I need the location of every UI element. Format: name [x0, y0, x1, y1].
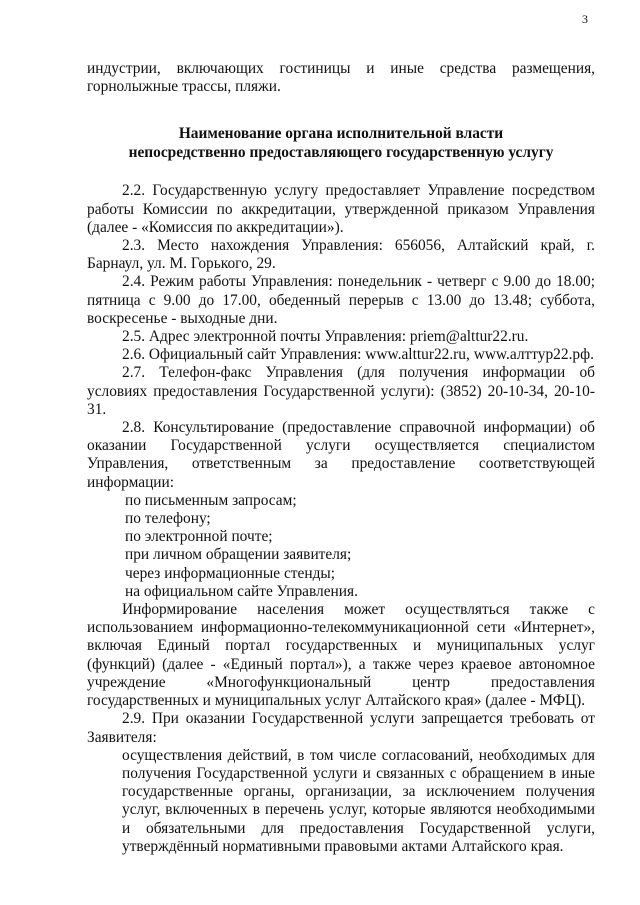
list-item: по электронной почте;: [125, 528, 273, 546]
document-body: [87, 60, 595, 856]
list-item: по письменным запросам;: [125, 491, 297, 509]
paragraph-2-9: 2.9. При оказании Государственной услуги запрещается требовать от Заявителя:: [87, 710, 595, 746]
section-heading: [87, 124, 595, 162]
paragraph-2-8: 2.8. Консультирование (предоставление справочной информации) об оказании Государственной услуги осуществляется специалистом Управления, ответственным за предоставление соответствующей информации:: [87, 419, 595, 491]
paragraph-2-4: 2.4. Режим работы Управления: понедельник - четверг с 9.00 до 18.00; пятница с 9.00 до 17.00, обеденный перерыв с 13.00 до 13.48; суббота, воскресенье - выходные дни.: [87, 273, 595, 327]
paragraph-2-3: 2.3. Место нахождения Управления: 656056, Алтайский край, г. Барнаул, ул. М. Горького, 29.: [87, 237, 595, 273]
paragraph-2-6: 2.6. Официальный сайт Управления: www.alttur22.ru, www.алттур22.рф.: [122, 346, 594, 364]
paragraph-2-9-item: осуществления действий, в том числе согласований, необходимых для получения Государственной услуги и связанных с обращением в иные государственные органы, организации, за исключением получения услуг, включенных в перечень услуг, которые являются необходимыми и обязательными для предоставления Государственной услуги, утверждённый нормативными правовыми актами Алтайского края.: [122, 746, 595, 855]
heading-line-2: непосредственно предоставляющего государственную услугу: [128, 144, 554, 162]
intro-line-2: [87, 78, 595, 96]
intro-text-2: горнолыжные трассы, пляжи.: [87, 78, 281, 96]
consultation-list: [87, 492, 595, 601]
list-item: через информационные стенды;: [125, 564, 336, 582]
intro-text-1: индустрии, включающих гостиницы и иные средства размещения,: [87, 60, 595, 77]
list-item: при личном обращении заявителя;: [125, 546, 352, 564]
paragraph-2-5: 2.5. Адрес электронной почты Управления: priem@alttur22.ru.: [122, 328, 529, 346]
page-number: 3: [582, 12, 588, 26]
list-item: на официальном сайте Управления.: [125, 582, 358, 600]
list-item: по телефону;: [125, 510, 211, 528]
heading-line-1: Наименование органа исполнительной власти: [178, 125, 504, 143]
paragraph-2-2: 2.2. Государственную услугу предоставляет Управление посредством работы Комиссии по аккредитации, утвержденной приказом Управления (далее - «Комиссия по аккредитации»).: [87, 182, 595, 236]
paragraph-2-7: 2.7. Телефон-факс Управления (для получения информации об условиях предоставления Государственной услуги): (3852) 20-10-34, 20-10-31.: [87, 364, 595, 418]
intro-line-1: [87, 60, 595, 78]
paragraph-informing: Информирование населения может осуществляться также с использованием информационно-телекоммуникационной сети «Интернет», включая Единый портал государственных и муниципальных услуг (функций) (далее - «Единый портал»), а также через краевое автономное учреждение «Многофункциональный центр предоставления государственных и муниципальных услуг Алтайского края» (далее - МФЦ).: [87, 601, 595, 710]
